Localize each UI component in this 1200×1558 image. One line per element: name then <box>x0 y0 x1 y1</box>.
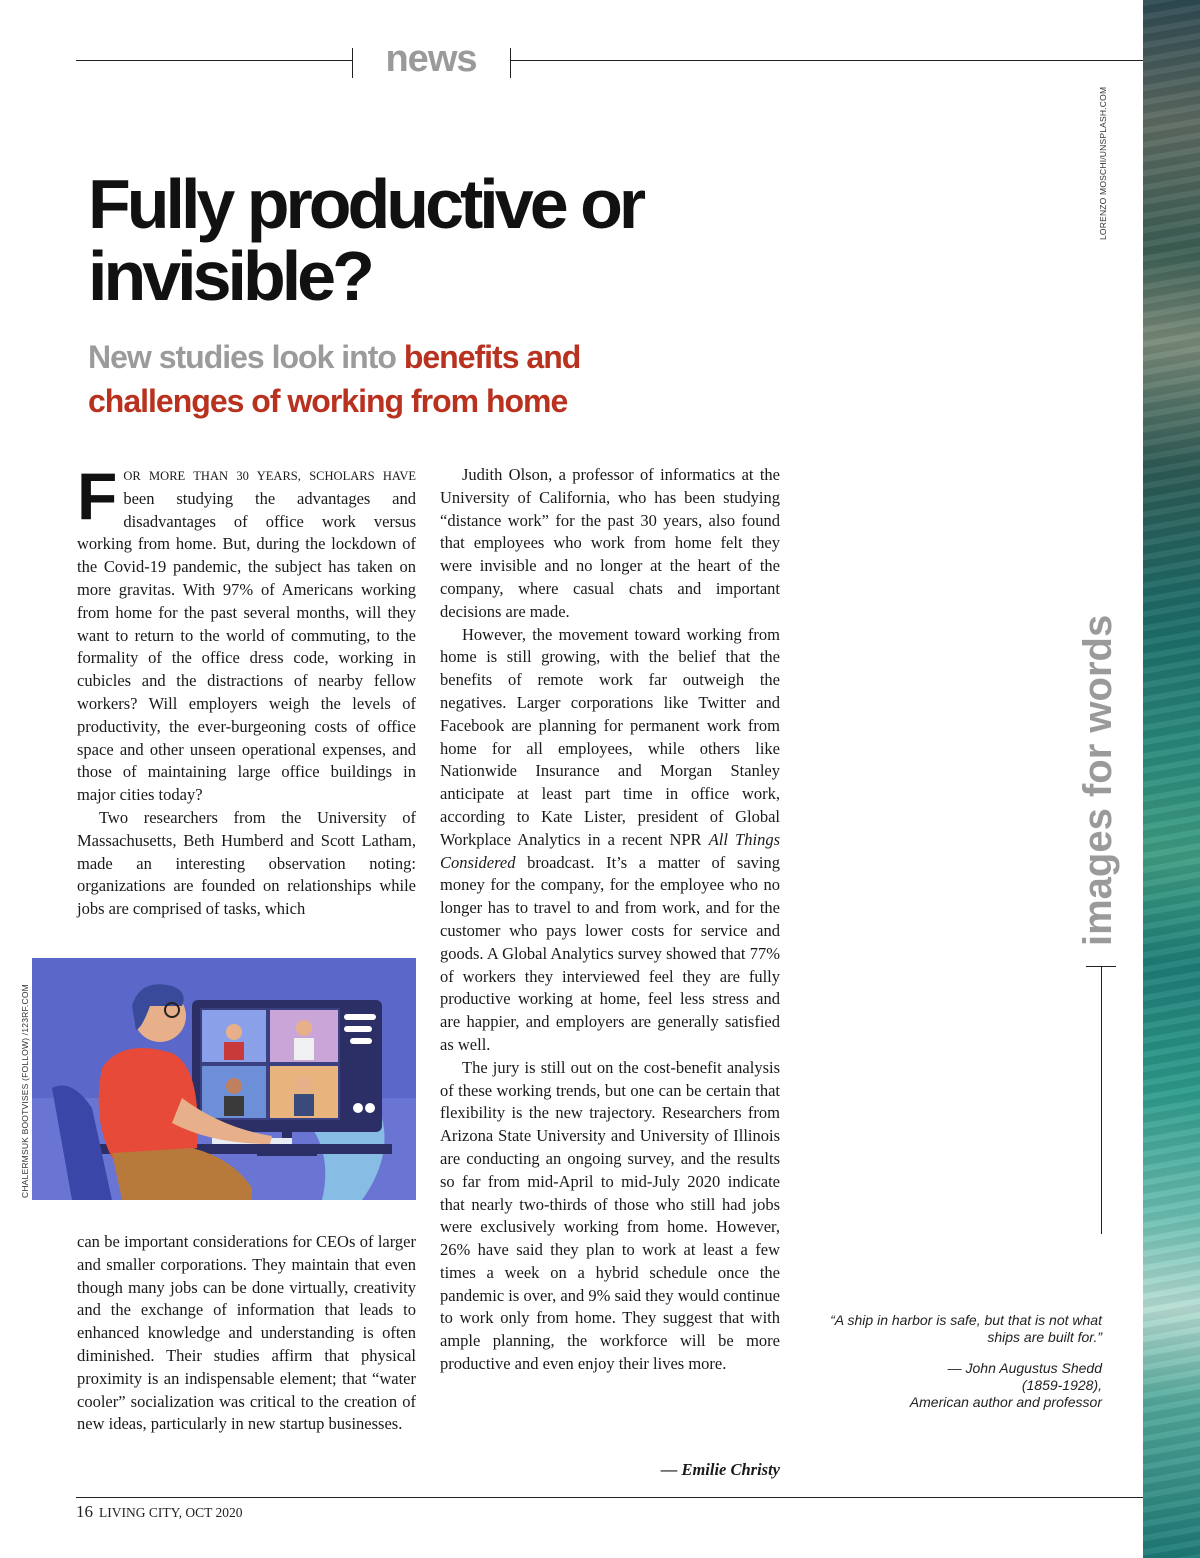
publication-name: LIVING CITY, OCT 2020 <box>99 1505 243 1520</box>
header-rule-left <box>76 60 352 61</box>
paragraph-2-continued: can be important considerations for CEOs of larger and smaller corporations. They maintain that even though many jobs can be done virtually, creativity and the exchange of information that leads to enhanced knowledge and understanding is often diminished. Their studies affirm that physical proximity is an indispensable element; that “water cooler” socialization was critical to the creation of new ideas, particularly in new startup businesses. <box>77 1232 416 1434</box>
paragraph-5: The jury is still out on the cost-benefit analysis of these working trends, but one can be certain that flexibility is the new trajectory. Researchers from Arizona State University and University of Illinois are conducting an ongoing survey, and the results so far from mid-April to mid-July 2020 indicate that nearly two-thirds of those who still had jobs were exclusively working from home. However, 26% have said they plan to work at least a few times a week on a hybrid schedule once the pandemic is over, and 9% said they would continue to work only from home. They suggest that with ample planning, the workforce will be more productive and even enjoy their lives more. <box>440 1057 780 1374</box>
body-column-1 <box>77 459 416 921</box>
header-rule-right <box>510 60 1143 61</box>
drop-cap: F <box>77 459 118 533</box>
sidebar-rule <box>1101 966 1102 1234</box>
quote-text: “A ship in harbor is safe, but that is not what ships are built for.” <box>830 1312 1102 1345</box>
header-tick-left <box>352 48 353 78</box>
lake-photo-strip <box>1143 0 1200 1558</box>
lead-small-caps: OR MORE THAN 30 YEARS, SCHOLARS HAVE <box>123 469 416 483</box>
paragraph-2: Two researchers from the University of Massachusetts, Beth Humberd and Scott Latham, made an interesting observation noting: organizations are founded on relationships while jobs are comprised of tasks, which <box>77 807 416 919</box>
paragraph-1-text: been studying the advantages and disadvantages of office work versus working from home. But, during the lockdown of the Covid-19 pandemic, the subject has taken on more gravitas. With 97% of Americans working from home for the past several months, will they want to return to the world of commuting, to the formality of the office dress code, working in cubicles and the distractions of nearby fellow workers? Will employers weigh the levels of productivity, the ever-burgeoning costs of office space and other unseen operational expenses, and those of maintaining large office buildings in major cities today? <box>77 488 416 805</box>
subtitle-red: benefits and challenges of working from home <box>88 339 581 419</box>
subtitle-gray: New studies look into <box>88 339 404 375</box>
header-tick-right <box>510 48 511 78</box>
quote-attribution-name: — John Augustus Shedd <box>947 1360 1102 1376</box>
paragraph-1 <box>77 459 416 807</box>
quote-attribution-years: (1859-1928), <box>1021 1377 1102 1393</box>
paragraph-4 <box>440 624 780 1057</box>
section-label: news <box>385 38 477 80</box>
paragraph-4-text-a: However, the movement toward working from home is still growing, with the belief that the benefits of remote work far outweigh the negatives. Larger corporations like Twitter and Facebook are planning for permanent work from home for all employees, while others like Nationwide Insurance and Morgan Stanley anticipate at least part time in office work, according to Kate Lister, president of Global Workplace Analytics in a recent NPR <box>440 624 780 849</box>
broadcast-title: All Things Considered <box>440 829 780 872</box>
work-from-home-illustration <box>32 958 416 1200</box>
pull-quote <box>830 1312 1102 1411</box>
quote-attribution-desc: American author and professor <box>909 1394 1102 1410</box>
photo-credit: LORENZO MOSCHI/UNSPLASH.COM <box>1098 86 1108 240</box>
images-for-words-label: images for words <box>1076 614 1120 946</box>
paragraph-4-text-b: broadcast. It’s a matter of saving money for the company, for the employee who no longer has to travel to and from work, and for the customer who pays lower costs for service and goods. A Global Analytics survey showed that 77% of workers they interviewed feel they are fully productive working at home, feel less stress and are happier, and employers are generally satisfied as well. <box>440 852 780 1054</box>
footer-rule <box>76 1497 1143 1498</box>
article-subtitle <box>88 335 728 423</box>
article-title: Fully productive or invisible? <box>88 165 643 315</box>
body-column-2 <box>440 464 780 1376</box>
page-footer <box>76 1502 243 1522</box>
author-byline: — Emilie Christy <box>660 1460 780 1479</box>
body-column-1-continued <box>77 1231 416 1436</box>
illustration-credit: CHALERMSUK BOOTVISES (FOLLOW) /123RF.COM <box>20 984 30 1198</box>
paragraph-3: Judith Olson, a professor of informatics at the University of California, who has been studying “distance work” for the past 30 years, also found that employees who work from home felt they were invisible and no longer at the heart of the company, where casual chats and important decisions are made. <box>440 465 780 621</box>
page-number: 16 <box>76 1502 93 1521</box>
